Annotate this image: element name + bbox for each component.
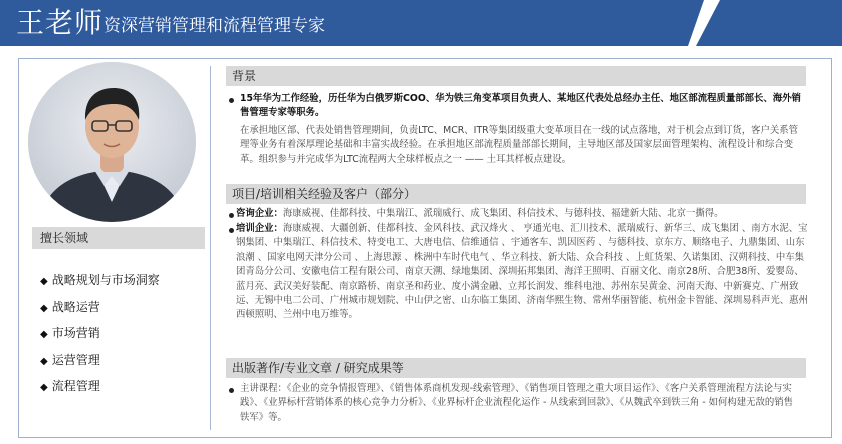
publications-heading: 出版著作/专业文章 / 研究成果等 [232, 361, 404, 375]
list-item: ◆ 流程管理 [40, 379, 100, 393]
list-item: ◆ 市场营销 [40, 326, 100, 340]
diamond-bullet-icon: ◆ [40, 355, 48, 367]
portrait-photo [28, 62, 196, 222]
train-clients: 培训企业：海康威视、大疆创新、佳都科技、金风科技、武汉烽火 、 亨通光电、汇川技术、派瑞威行、新华三、成飞集团 、南方水泥、宝钢集团、中集瑞江、科信技术、特变电工、大唐电信、信维通信 、宇通客车、凯因医药 、与德科技、京东方、顺络电子、九鼎集团、山东浪潮 、国家电网天津分公司 、上海思源 、株洲中车时代电气 、华立科技、新大陆、众合科技 、上虹货架、久诺集团、汉朔科技、中车集团青岛分公司、安徽电信工程有限公司、南京天溯、绿地集团、深圳拓邦集团、海洋王照明、百丽文化、南京28所、合肥38所、爱婴岛、蓝月亮、武汉美好装配、南京路桥、南京圣和药业、度小满金融、立邦长润发、维科电池、苏州东吴黄金、河南天海、中新赛克、广州致远、无锡中电二公司、广州城市规划院、中山伊之密、山东临工集团、济南华熙生物、常州华丽智能、杭州金卡智能、深圳易科声光、惠州西顿照明、兰州中电万维等。 [236, 223, 808, 321]
publications-text: 主讲课程：《企业的竞争情报管理》、《销售体系商机发现-线索管理》、《销售项目管理之重大项目运作》、《客户关系管理流程方法论与实践》、《业界标杆营销体系的核心竞争力分析》、《业界标杆企业流程化运作 - 从线索到回款》、《从魏武卒到铁三角 - 如何构建无敌的销售铁军》等。 [240, 383, 794, 423]
publications-heading-box [226, 358, 806, 378]
list-item: ◆ 战略运营 [40, 299, 100, 314]
background-lead: 15年华为工作经验，历任华为白俄罗斯COO、华为铁三角变革项目负责人、某地区代表处总经办主任、地区部流程质量部部长、海外销售管理专家等职务。 [240, 93, 801, 119]
expertise-heading: 擅长领域 [40, 231, 89, 245]
header [0, 0, 842, 46]
diamond-bullet-icon: ◆ [40, 382, 48, 393]
consult-clients: 咨询企业：海康威视、佳都科技、中集瑞江、派瑞威行、成飞集团、科信技术、与德科技、福建新大陆、北京一撕得。 [236, 208, 724, 219]
background-body: 在承担地区部、代表处销售管理期间，负责LTC、MCR、ITR等集团级重大变革项目在一线的试点落地，对于机会点到订货，客户关系管理等业务有着深厚理论基础和丰富实战经验。在承担地区部流程质量部部长期间，主导地区部及国家层面管理架构、流程设计和综合变革。组织参与并完成华为LTC流程两大全球样板点之一 —— 土耳其样板点建设。 [240, 125, 799, 165]
projects-heading: 项目/培训相关经验及客户（部分） [232, 187, 417, 201]
background-heading: 背景 [232, 69, 257, 83]
list-item: ◆ 运营管理 [40, 352, 100, 367]
column-divider [210, 66, 211, 430]
teacher-name: 王老师 [16, 6, 104, 39]
projects-heading-box [226, 184, 806, 204]
list-item: ◆ 战略规划与市场洞察 [40, 273, 160, 287]
header-stripe [696, 0, 842, 46]
diamond-bullet-icon: ◆ [40, 276, 48, 287]
diamond-bullet-icon: ◆ [40, 302, 48, 314]
diamond-bullet-icon: ◆ [40, 329, 48, 340]
bullet-icon [229, 213, 234, 218]
person-photo-icon [28, 62, 196, 222]
teacher-title: 资深营销管理和流程管理专家 [104, 16, 325, 36]
bullet-icon [229, 388, 234, 393]
bullet-icon [229, 98, 234, 103]
background-heading-box [226, 66, 806, 86]
bullet-icon [229, 228, 234, 233]
expertise-list [40, 268, 160, 401]
expertise-heading-box [32, 227, 205, 249]
